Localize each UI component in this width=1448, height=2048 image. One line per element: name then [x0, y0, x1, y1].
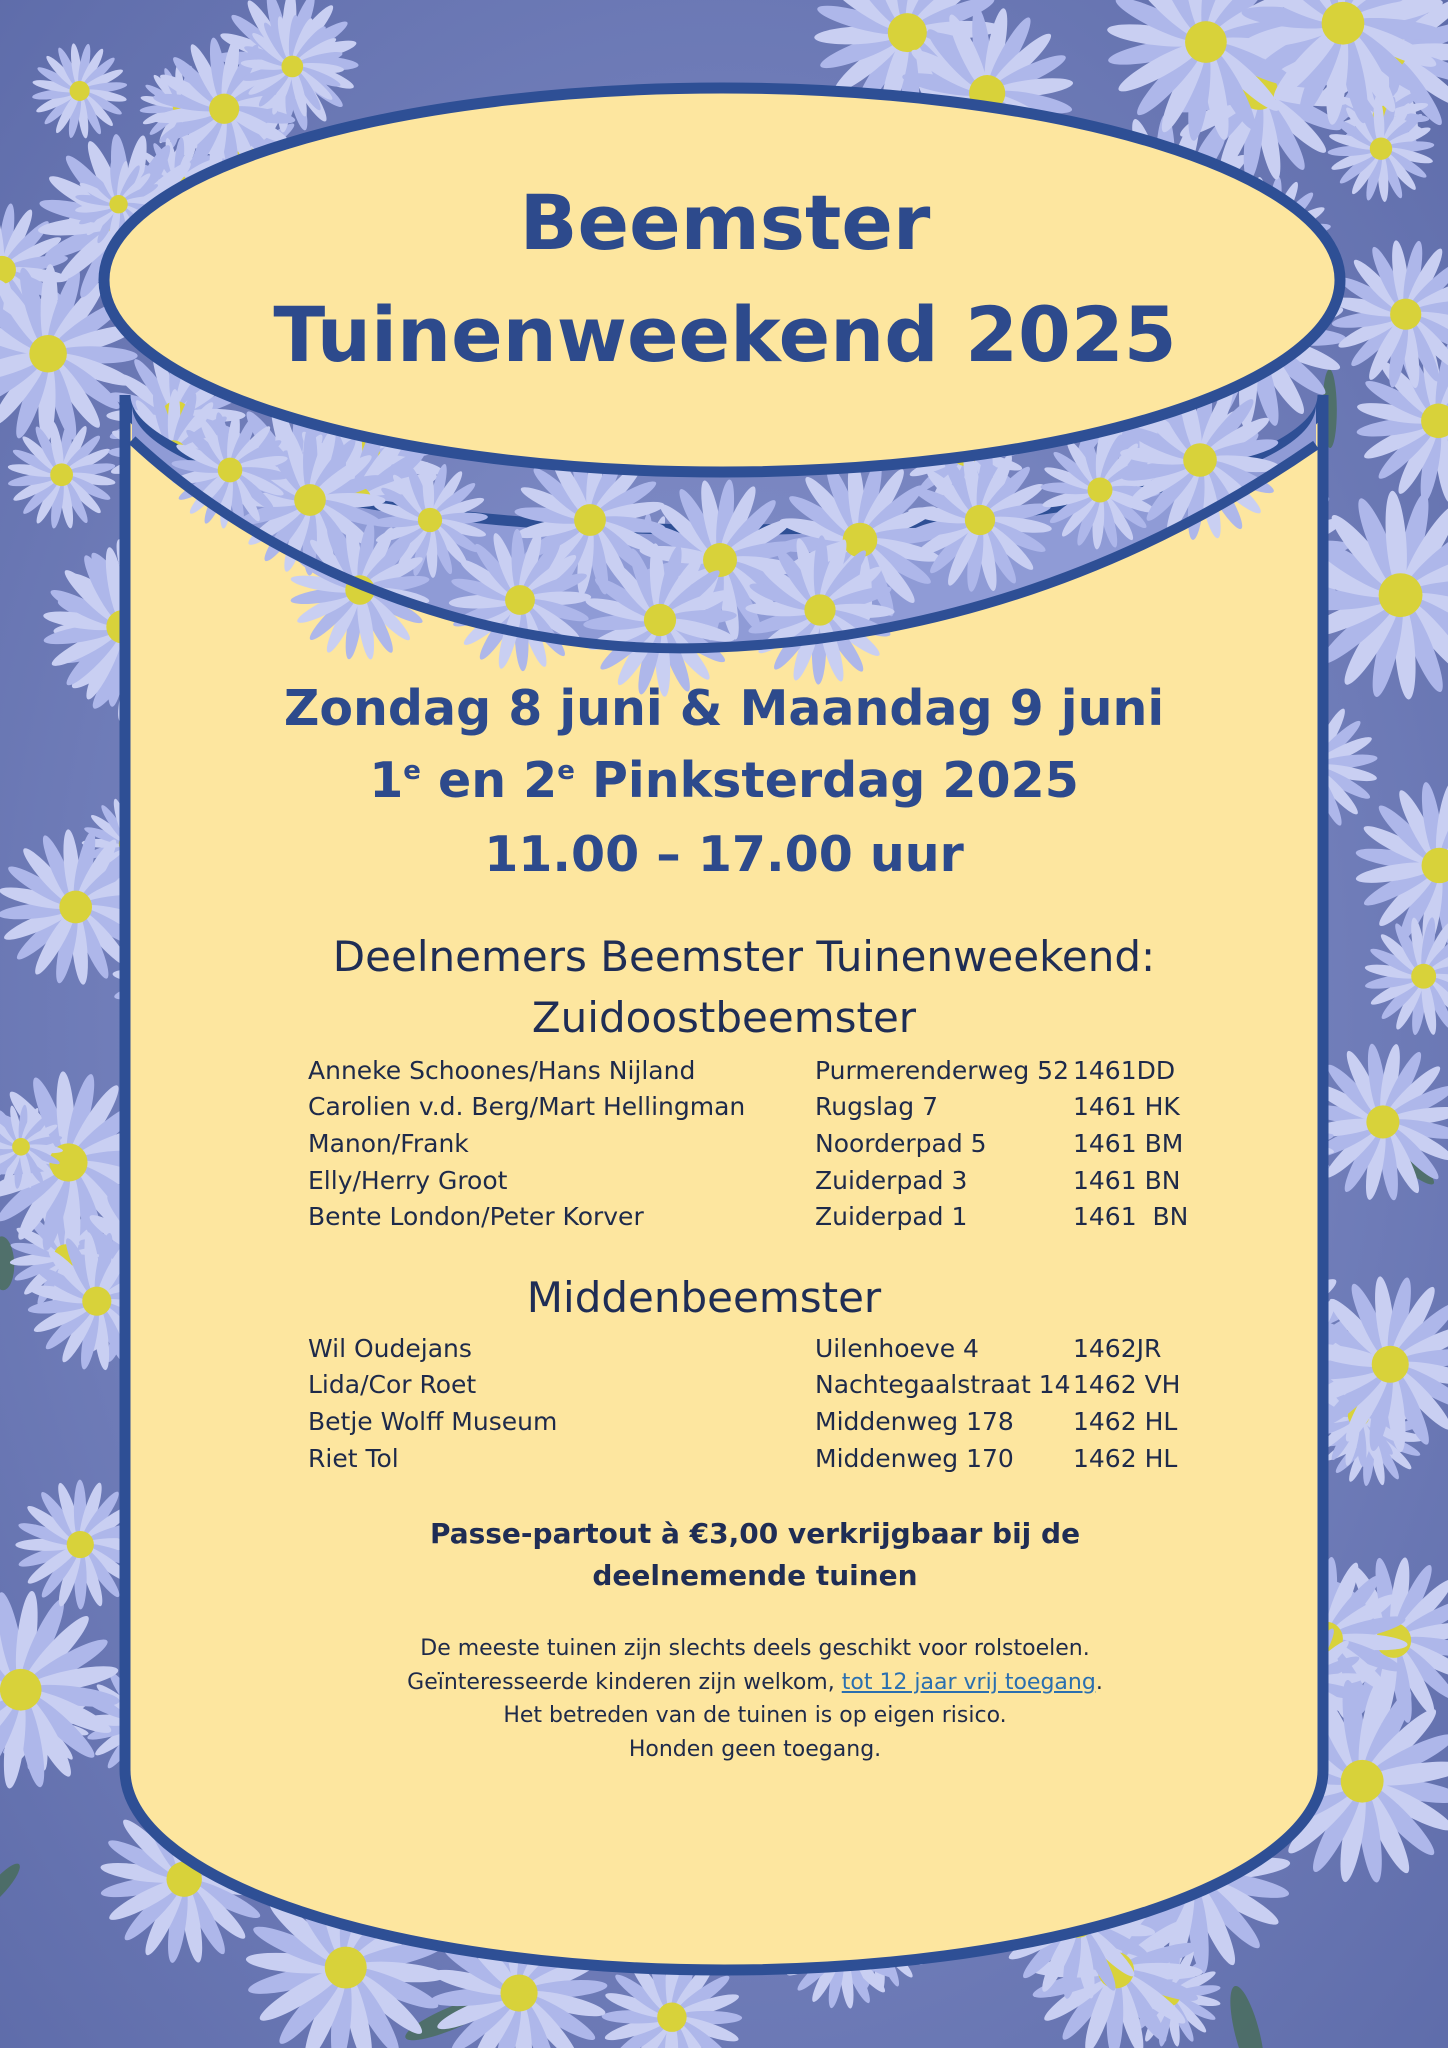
participant-row: [308, 1198, 1213, 1235]
participant-postcode: 1461DD: [1073, 1055, 1176, 1085]
note-dogs: Honden geen toegang.: [628, 1736, 882, 1762]
participant-address: Middenweg 178: [815, 1406, 1014, 1436]
participant-postcode: 1462 HL: [1073, 1443, 1178, 1473]
participant-address: Nachtegaalstraat 14: [815, 1370, 1071, 1400]
participant-name: Carolien v.d. Berg/Mart Hellingman: [308, 1092, 746, 1122]
participant-name: Betje Wolff Museum: [308, 1406, 558, 1436]
zuidoost-table: [308, 1052, 1213, 1235]
passe-partout-note: Passe-partout à €3,00 verkrijgbaar bij de deelnemende tuinen: [429, 1517, 1081, 1592]
event-pinksterdag: 1e en 2e Pinksterdag 2025: [369, 752, 1079, 809]
title-line-2: Tuinenweekend 2025: [273, 290, 1177, 379]
participant-row: [308, 1440, 1213, 1477]
participant-name: Anneke Schoones/Hans Nijland: [308, 1055, 696, 1085]
note-wheelchair: De meeste tuinen zijn slechts deels geschikt voor rolstoelen.: [420, 1636, 1090, 1661]
participant-address: Purmerenderweg 52: [815, 1055, 1069, 1085]
visitor-notes: [330, 1632, 1180, 1766]
participant-row: [308, 1089, 1213, 1126]
participant-name: Lida/Cor Roet: [308, 1370, 477, 1400]
participant-address: Zuiderpad 1: [815, 1202, 968, 1232]
event-dates: Zondag 8 juni & Maandag 9 juni: [283, 680, 1165, 737]
participant-name: Manon/Frank: [308, 1128, 469, 1158]
participant-postcode: 1462 HL: [1073, 1406, 1178, 1436]
participant-name: Elly/Herry Groot: [308, 1165, 508, 1195]
midden-heading: Middenbeemster: [526, 1273, 882, 1322]
participant-row: [308, 1403, 1213, 1440]
title-ellipse: [104, 88, 1340, 472]
participant-address: Middenweg 170: [815, 1443, 1014, 1473]
zuidoost-heading: Zuidoostbeemster: [531, 993, 917, 1042]
midden-table: [308, 1330, 1213, 1476]
participant-row: [308, 1367, 1213, 1404]
participant-row: [308, 1330, 1213, 1367]
participant-postcode: 1461 BN: [1073, 1165, 1181, 1195]
participant-address: Rugslag 7: [815, 1092, 938, 1122]
participant-postcode: 1462 VH: [1073, 1370, 1181, 1400]
participant-name: Riet Tol: [308, 1443, 399, 1473]
participant-address: Uilenhoeve 4: [815, 1333, 979, 1363]
participant-row: [308, 1052, 1213, 1089]
participants-heading: Deelnemers Beemster Tuinenweekend:: [332, 932, 1156, 981]
participant-postcode: 1461 BN: [1073, 1202, 1189, 1232]
note-children: Geïnteresseerde kinderen zijn welkom, tot 12 jaar vrij toegang.: [407, 1669, 1103, 1695]
participant-name: Wil Oudejans: [308, 1333, 472, 1363]
free-entry-link[interactable]: tot 12 jaar vrij toegang: [841, 1669, 1096, 1695]
participant-row: [308, 1162, 1213, 1199]
participant-postcode: 1462JR: [1073, 1333, 1162, 1363]
event-hours: 11.00 – 17.00 uur: [484, 826, 964, 883]
participant-row: [308, 1125, 1213, 1162]
note-risk: Het betreden van de tuinen is op eigen risico.: [503, 1703, 1007, 1728]
participant-address: Noorderpad 5: [815, 1128, 987, 1158]
participant-postcode: 1461 BM: [1073, 1128, 1184, 1158]
participant-address: Zuiderpad 3: [815, 1165, 968, 1195]
participant-postcode: 1461 HK: [1073, 1092, 1180, 1122]
title-line-1: Beemster: [519, 178, 931, 267]
participant-name: Bente London/Peter Korver: [308, 1202, 644, 1232]
